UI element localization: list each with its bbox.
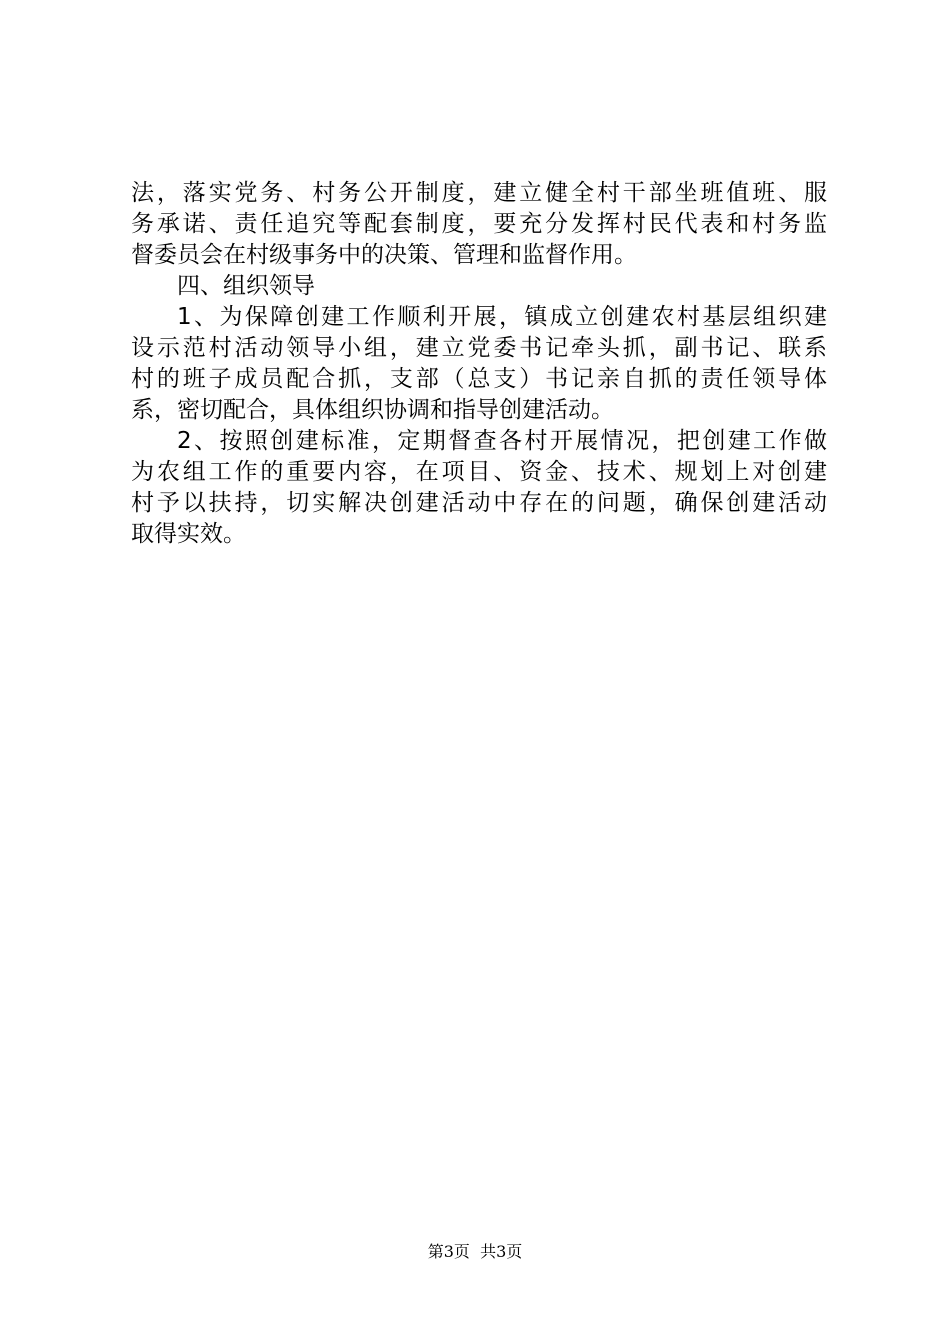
page-footer xyxy=(0,1240,950,1264)
text-line: 系，密切配合，具体组织协调和指导创建活动。 xyxy=(131,397,614,423)
text-line: 设示范村活动领导小组，建立党委书记牵头抓，副书记、联系 xyxy=(131,335,827,361)
paragraph-item-2 xyxy=(131,426,827,550)
text-line: 2、按照创建标准，定期督查各村开展情况，把创建工作做 xyxy=(177,428,827,454)
section-heading-text: 四、组织领导 xyxy=(177,273,315,299)
text-line: 村的班子成员配合抓，支部（总支）书记亲自抓的责任领导体 xyxy=(131,366,827,392)
text-line: 1、为保障创建工作顺利开展，镇成立创建农村基层组织建 xyxy=(177,304,827,330)
text-line: 务承诺、责任追究等配套制度，要充分发挥村民代表和村务监 xyxy=(131,211,827,237)
paragraph-continuation xyxy=(131,178,827,271)
text-line: 督委员会在村级事务中的决策、管理和监督作用。 xyxy=(131,242,637,268)
document-body xyxy=(131,178,827,550)
text-line: 村予以扶持，切实解决创建活动中存在的问题，确保创建活动 xyxy=(131,490,827,516)
text-line: 取得实效。 xyxy=(131,521,246,547)
page-number: 第3页 共3页 xyxy=(427,1242,523,1261)
paragraph-item-1 xyxy=(131,302,827,426)
section-heading xyxy=(131,271,827,302)
text-line: 法，落实党务、村务公开制度，建立健全村干部坐班值班、服 xyxy=(131,180,827,206)
text-line: 为农组工作的重要内容，在项目、资金、技术、规划上对创建 xyxy=(131,459,827,485)
